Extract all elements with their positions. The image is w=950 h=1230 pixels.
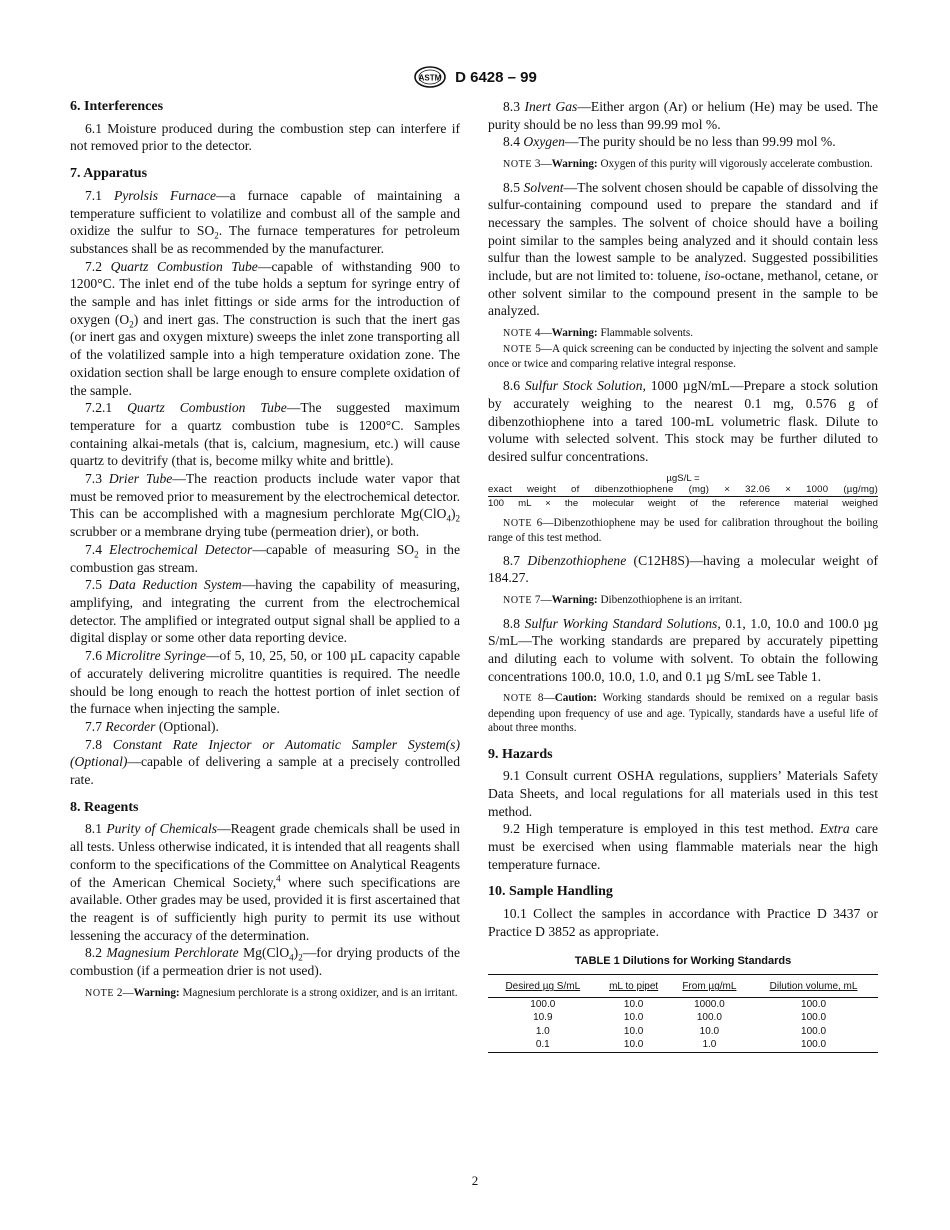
table-cell: 10.0: [623, 1039, 644, 1051]
table-row: [488, 997, 878, 1011]
table-cell: 100.0: [801, 1039, 827, 1051]
table-header-cell: From µg/mL: [682, 981, 737, 993]
note-6: NOTE 6—Dibenzothiophene may be used for calibration throughout the boiling range of this test method.: [488, 516, 878, 545]
section-9-heading: 9. Hazards: [488, 746, 553, 762]
paragraph-7-2-1: 7.2.1 Quartz Combustion Tube—The suggested maximum temperature for a quartz combustion tube is 1200°C. Samples containing alkai-metals (that is, calcium, magnesium, etc.) will cause quartz to devitrify (that is, become milky white and brittle).: [70, 400, 460, 469]
table-cell: 1.0: [702, 1039, 717, 1051]
table-row: [488, 1011, 878, 1025]
paragraph-10-1: 10.1 Collect the samples in accordance with Practice D 3437 or Practice D 3852 as appropriate.: [488, 906, 878, 939]
table-row: [488, 1038, 878, 1052]
table-cell: 1.0: [535, 1025, 550, 1037]
note-8: NOTE 8—Caution: Working standards should be remixed on a regular basis depending upon frequency of use and age. Typically, standards have a useful life of about three months.: [488, 692, 878, 735]
dilutions-table: [488, 974, 878, 1053]
paragraph-8-8: 8.8 Sulfur Working Standard Solutions, 0.1, 1.0, 10.0 and 100.0 µg S/mL—The working standards are prepared by accurately pipetting and diluting each to volume with solvent. To obtain the following concentrations 100.0, 10.0, 1.0, and 0.1 µg S/mL see Table 1.: [488, 615, 879, 684]
note-2: NOTE 2—Warning: Magnesium perchlorate is a strong oxidizer, and is an irritant.: [85, 986, 458, 999]
note-5: NOTE 5—A quick screening can be conducted by injecting the solvent and sample once or twice and comparing relative integral response.: [488, 342, 878, 370]
table-header-cell: Dilution volume, mL: [769, 981, 858, 993]
astm-logo-icon: [413, 66, 447, 88]
page-header: [0, 66, 950, 88]
formula-lhs: µgS/L =: [666, 472, 700, 484]
paragraph-8-4: 8.4 Oxygen—The purity should be no less than 99.99 mol %.: [503, 134, 836, 150]
formula-denominator: 100 mL × the molecular weight of the reference material weighed: [488, 497, 878, 509]
table-header-cell: Desired µg S/mL: [505, 981, 581, 993]
section-10-heading: 10. Sample Handling: [488, 884, 613, 900]
paragraph-7-1: 7.1 Pyrolsis Furnace—a furnace capable of maintaining a temperature sufficient to volatilize and combust all of the sample and oxidize the sulfur to $SO_2$. The furnace temperatures for petroleum substances shall be as recommended by the manufacturer.: [70, 187, 460, 256]
formula-numerator: exact weight of dibenzothiophene (mg) × 32.06 × 1000 (µg/mg): [488, 483, 878, 495]
note-4: NOTE 4—Warning: Flammable solvents.: [503, 327, 694, 340]
table-cell: 10.0: [623, 1012, 644, 1024]
table-cell: 10.0: [623, 1025, 644, 1037]
page-number: 2: [471, 1173, 479, 1188]
paragraph-9-1: 9.1 Consult current OSHA regulations, suppliers’ Materials Safety Data Sheets, and local regulations for all materials used in this test method.: [488, 768, 878, 819]
table-cell: 1000.0: [694, 998, 725, 1010]
sulfur-concentration-formula: [488, 473, 878, 510]
paragraph-7-2: 7.2 Quartz Combustion Tube—capable of withstanding 900 to 1200°C. The inlet end of the tube holds a septum for syringe entry of the sample and has inlet fittings or side arms for the introduction of oxygen $(O_2)$ and inert gas. The construction is such that the inert gas (or inert gas and oxygen mixture) sweeps the inlet zone transporting all of the volatilized sample into a high temperature oxidation zone. The oxidation section shall be large enough to ensure complete oxidation of the sample.: [70, 258, 461, 398]
table-cell: 100.0: [801, 1012, 827, 1024]
note-3: NOTE 3—Warning: Oxygen of this purity will vigorously accelerate combustion.: [503, 158, 873, 171]
table-1-title: TABLE 1 Dilutions for Working Standards: [574, 954, 792, 967]
paragraph-7-4: 7.4 Electrochemical Detector—capable of measuring $SO_2$ in the combustion gas stream.: [70, 541, 461, 575]
paragraph-7-8: 7.8 Constant Rate Injector or Automatic Sampler System(s) (Optional)—capable of delivering a sample at a precisely controlled rate.: [70, 736, 460, 788]
table-cell: 10.9: [533, 1012, 553, 1024]
paragraph-7-6: 7.6 Microlitre Syringe—of 5, 10, 25, 50, or 100 µL capacity capable of accurately delivering microlitre quantities is required. The needle should be long enough to reach the hottest portion of inlet section of the furnace when injecting the sample.: [70, 648, 461, 717]
paragraph-8-2: 8.2 Magnesium Perchlorate $Mg(ClO_4)_2—for$ drying products of the combustion (if a permeation drier is not used).: [70, 945, 460, 979]
table-cell: 100.0: [530, 998, 556, 1010]
paragraph-8-5: 8.5 Solvent—The solvent chosen should be capable of dissolving the sulfur-containing compound used to prepare the standard and if necessary the samples. The solvent of choice should have a boiling point similar to the samples being analyzed and it should contain less sulfur than the lowest sample to be analyzed. Suggested possibilities include, but are not limited to: toluene, iso-octane, methanol, cetane, or other solvent similar to the compound present in the sample to be analyzed.: [488, 179, 878, 319]
paragraph-8-1: 8.1 Purity of Chemicals—Reagent grade chemicals shall be used in all tests. Unless otherwise indicated, it is intended that all reagents shall conform to the specifications of the Committee on Analytical Reagents of the American Chemical Society,$^4$ where such specifications are available. Other grades may be used, provided it is first ascertained that the reagent is of sufficiently high purity to permit its use without lessening the accuracy of the determination.: [70, 821, 460, 943]
right-column: [488, 98, 878, 1053]
section-6-heading: 6. Interferences: [70, 99, 164, 114]
paragraph-7-3: 7.3 Drier Tube—The reaction products include water vapor that must be removed prior to measurement by the electrochemical detector. This can be accomplished with a magnesium perchlorate $Mg(ClO_4)_2$ scrubber or a membrane drying tube (permeation drier), or both.: [70, 471, 461, 540]
paragraph-8-7: 8.7 Dibenzothiophene (C12H8S)—having a molecular weight of 184.27.: [488, 552, 878, 586]
section-8-heading: 8. Reagents: [70, 799, 139, 815]
note-7: NOTE 7—Warning: Dibenzothiophene is an irritant.: [503, 594, 743, 607]
section-7-heading: 7. Apparatus: [70, 166, 148, 182]
paragraph-7-5: 7.5 Data Reduction System—having the capability of measuring, amplifying, and integrating the current from the electrochemical detector. The amplified or integrated output signal shall be applied to a digital display or some other data reporting device.: [70, 577, 460, 646]
paragraph-9-2: 9.2 High temperature is employed in this test method. Extra care must be exercised when using flammable materials near the high temperature furnace.: [488, 821, 878, 872]
left-column: [70, 98, 460, 1007]
table-cell: 10.0: [699, 1025, 720, 1037]
paragraph-8-6: 8.6 Sulfur Stock Solution, 1000 µgN/mL—Prepare a stock solution by accurately weighing to the nearest 0.1 mg, 0.576 g of dibenzothiophene into a tared 100-mL volumetric flask. Dilute to volume with selected solvent. This stock may be further diluted to desired sulfur concentrations.: [488, 378, 878, 465]
table-cell: 0.1: [535, 1039, 550, 1051]
table-cell: 100.0: [696, 1012, 722, 1024]
paragraph-8-3: 8.3 Inert Gas—Either argon (Ar) or helium (He) may be used. The purity should be no less than 99.99 mol %.: [488, 99, 879, 132]
table-cell: 100.0: [801, 998, 827, 1010]
table-header-row: [488, 975, 878, 998]
table-row: [488, 1025, 878, 1039]
paragraph-7-7: 7.7 Recorder (Optional).: [85, 718, 219, 734]
table-cell: 10.0: [623, 998, 644, 1010]
table-cell: 100.0: [801, 1025, 827, 1037]
logo-text: ASTM: [418, 73, 442, 83]
paragraph-6-1: 6.1 Moisture produced during the combustion step can interfere if not removed prior to the detector.: [70, 120, 460, 154]
document-designation: D 6428 – 99: [455, 68, 537, 86]
table-header-cell: mL to pipet: [609, 981, 659, 993]
